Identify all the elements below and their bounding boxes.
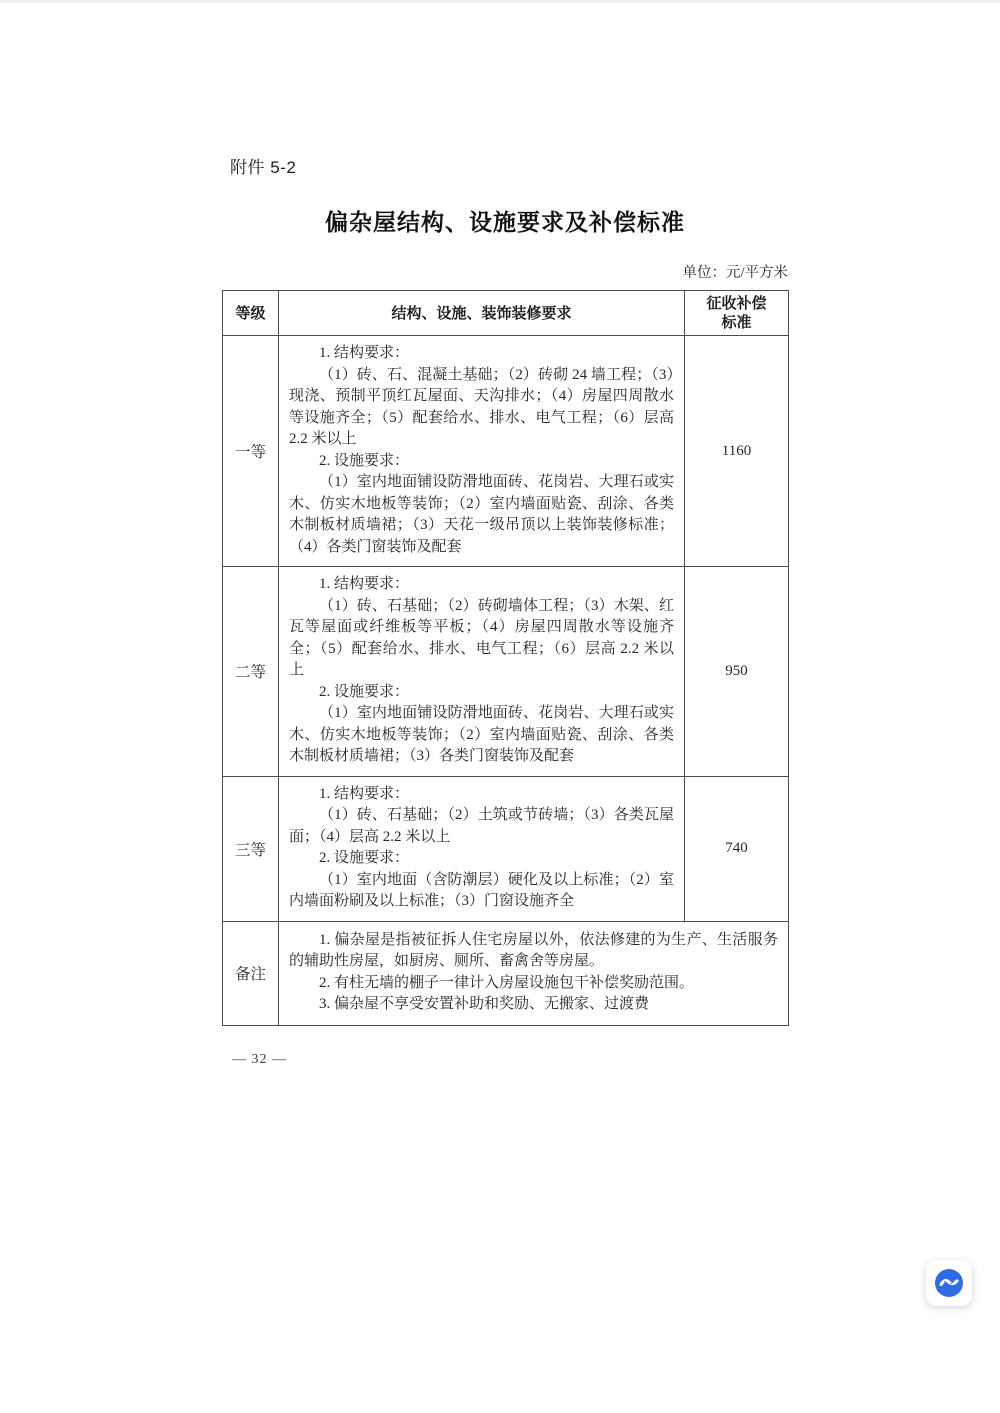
requirements-cell [279, 567, 685, 777]
attachment-label: 附件 5-2 [230, 158, 297, 177]
table-header-row [223, 291, 789, 336]
header-standard-line1: 征收补偿 [706, 295, 767, 312]
requirement-paragraph: 3. 偏杂屋不享受安置补助和奖励、无搬家、过渡费 [319, 996, 650, 1012]
notes-label: 备注 [223, 921, 279, 1025]
header-standard [685, 291, 789, 336]
table-row [223, 776, 789, 921]
table-row [223, 567, 789, 777]
grade-label: 二等 [223, 567, 279, 777]
viewer-top-edge [0, 0, 1000, 3]
grade-label: 一等 [223, 336, 279, 567]
unit-note: 单位：元/平方米 [682, 265, 788, 281]
extension-floating-button[interactable] [926, 1260, 972, 1306]
compensation-table [222, 290, 789, 1026]
header-standard-line2: 标准 [721, 314, 752, 331]
notes-cell [279, 921, 789, 1025]
requirement-paragraph: （1）砖、石基础；（2）土筑或节砖墙；（3）各类瓦屋面；（4）层高 2.2 米以上 [289, 807, 674, 845]
requirements-cell [279, 776, 685, 921]
requirement-paragraph: （1）室内地面（含防潮层）硬化及以上标准；（2）室内墙面粉刷及以上标准；（3）门窗设施齐全 [289, 871, 674, 909]
requirement-paragraph: 1. 结构要求： [319, 345, 410, 361]
standard-value: 950 [685, 567, 789, 777]
document-page [222, 153, 788, 1068]
requirement-paragraph: 1. 偏杂屋是指被征拆人住宅房屋以外，依法修建的为生产、生活服务的辅助性房屋，如厨房、厕所、畜禽舍等房屋。 [289, 931, 778, 969]
header-grade: 等级 [223, 291, 279, 336]
extension-logo-icon [934, 1268, 964, 1298]
page-title: 偏杂屋结构、设施要求及补偿标准 [325, 209, 685, 235]
header-requirements: 结构、设施、装饰装修要求 [279, 291, 685, 336]
requirement-paragraph: （1）室内地面铺设防滑地面砖、花岗岩、大理石或实木、仿实木地板等装饰；（2）室内墙面贴瓷、刮涂、各类木制板材质墙裙；（3）天花一级吊顶以上装饰装修标准；（4）各类门窗装饰及配套 [289, 474, 674, 555]
requirements-cell [279, 336, 685, 567]
standard-value: 740 [685, 776, 789, 921]
requirement-paragraph: （1）砖、石、混凝土基础；（2）砖砌 24 墙工程；（3）现浇、预制平顶红瓦屋面、天沟排水；（4）房屋四周散水等设施齐全；（5）配套给水、排水、电气工程；（6）层高 2.2 米以上 [289, 366, 674, 447]
table-row [223, 336, 789, 567]
requirement-paragraph: 2. 设施要求： [319, 850, 410, 866]
requirement-paragraph: 1. 结构要求： [319, 576, 410, 592]
requirement-paragraph: 2. 设施要求： [319, 683, 410, 700]
grade-label: 三等 [223, 776, 279, 921]
requirement-paragraph: 1. 结构要求： [319, 785, 410, 802]
requirement-paragraph: 2. 设施要求： [319, 452, 410, 469]
standard-value: 1160 [685, 336, 789, 567]
requirement-paragraph: （1）砖、石基础；（2）砖砌墙体工程；（3）木架、红瓦等屋面或纤维板等平板；（4）房屋四周散水等设施齐全；（5）配套给水、排水、电气工程；（6）层高 2.2 米以上 [289, 597, 674, 678]
page-number: — 32 — [232, 1051, 287, 1067]
compensation-table-body [223, 336, 789, 1026]
requirement-paragraph: （1）室内地面铺设防滑地面砖、花岗岩、大理石或实木、仿实木地板等装饰；（2）室内墙面贴瓷、刮涂、各类木制板材质墙裙；（3）各类门窗装饰及配套 [289, 705, 674, 764]
requirement-paragraph: 2. 有柱无墙的棚子一律计入房屋设施包干补偿奖励范围。 [319, 974, 695, 991]
table-notes-row [223, 921, 789, 1025]
